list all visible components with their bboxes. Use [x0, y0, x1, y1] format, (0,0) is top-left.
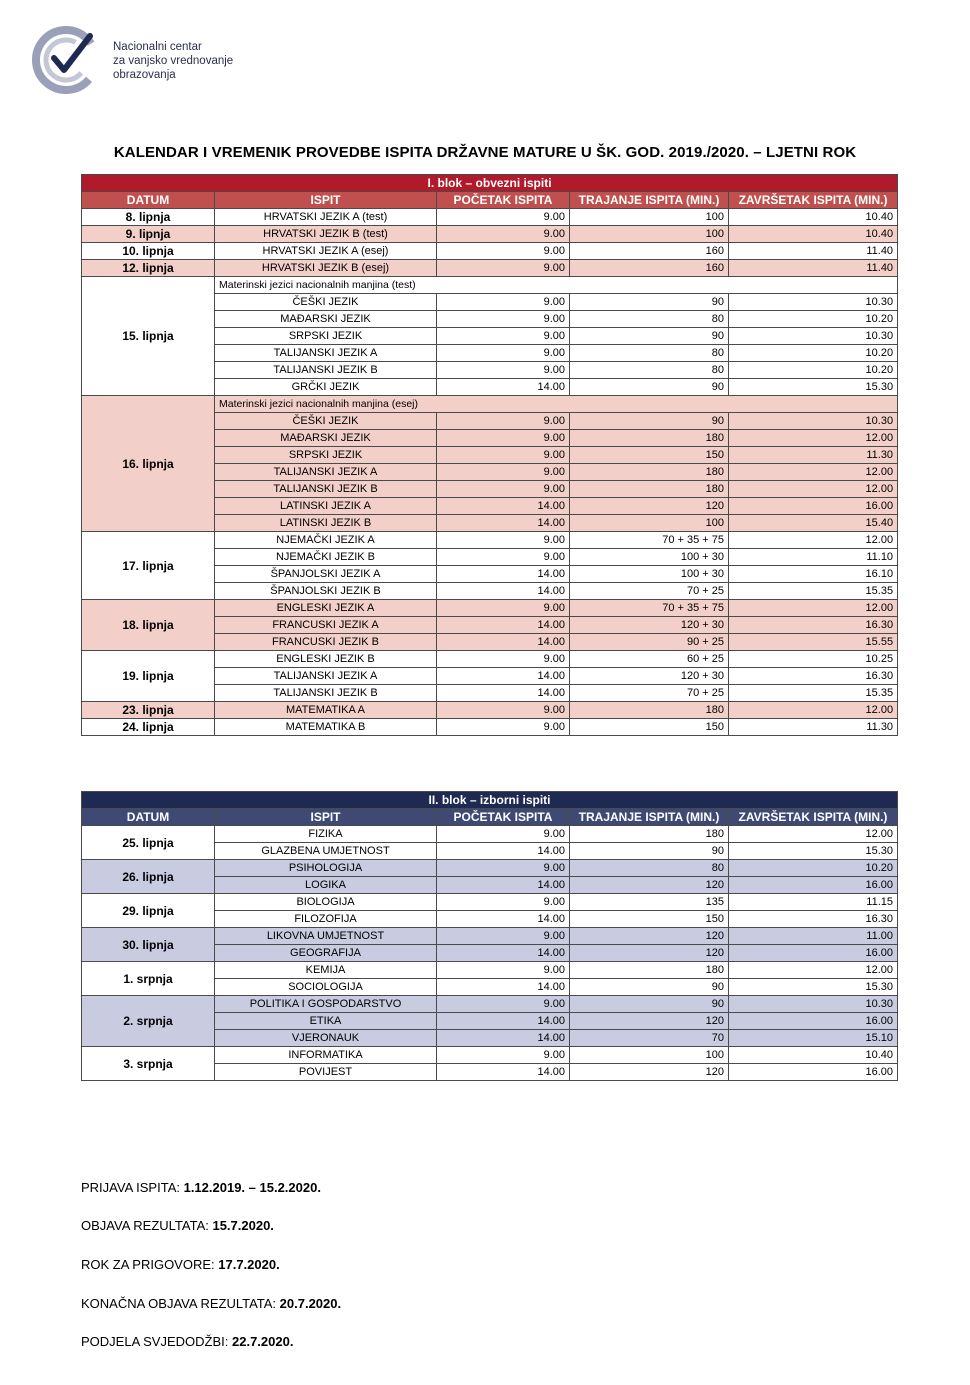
start-cell: 9.00 — [437, 311, 570, 328]
exam-cell: FILOZOFIJA — [215, 911, 437, 928]
table-row — [82, 826, 898, 843]
column-header: ZAVRŠETAK ISPITA (MIN.) — [729, 809, 898, 826]
exam-cell: ČEŠKI JEZIK — [215, 294, 437, 311]
exam-cell: MATEMATIKA B — [215, 719, 437, 736]
column-header-row — [82, 192, 898, 209]
duration-cell: 60 + 25 — [570, 651, 729, 668]
start-cell: 9.00 — [437, 532, 570, 549]
start-cell: 9.00 — [437, 719, 570, 736]
duration-cell: 80 — [570, 362, 729, 379]
duration-cell: 135 — [570, 894, 729, 911]
subheading-cell: Materinski jezici nacionalnih manjina (test) — [215, 277, 898, 294]
exam-cell: POVIJEST — [215, 1064, 437, 1081]
exam-cell: VJERONAUK — [215, 1030, 437, 1047]
date-cell: 26. lipnja — [82, 860, 215, 894]
start-cell: 9.00 — [437, 464, 570, 481]
duration-cell: 120 + 30 — [570, 668, 729, 685]
exam-cell: LOGIKA — [215, 877, 437, 894]
footer-line — [81, 1257, 280, 1272]
date-cell: 16. lipnja — [82, 396, 215, 532]
start-cell: 14.00 — [437, 911, 570, 928]
footer-label: PODJELA SVJEDODŽBI: — [81, 1334, 232, 1349]
table-row — [82, 719, 898, 736]
exam-cell: POLITIKA I GOSPODARSTVO — [215, 996, 437, 1013]
start-cell: 9.00 — [437, 362, 570, 379]
table-row — [82, 209, 898, 226]
date-cell: 10. lipnja — [82, 243, 215, 260]
duration-cell: 180 — [570, 464, 729, 481]
end-cell: 11.40 — [729, 243, 898, 260]
end-cell: 11.00 — [729, 928, 898, 945]
start-cell: 9.00 — [437, 1047, 570, 1064]
start-cell: 9.00 — [437, 430, 570, 447]
block-title-row — [82, 792, 898, 809]
table-row — [82, 962, 898, 979]
end-cell: 11.30 — [729, 447, 898, 464]
footer-line — [81, 1180, 321, 1195]
exam-cell: FIZIKA — [215, 826, 437, 843]
end-cell: 10.40 — [729, 1047, 898, 1064]
end-cell: 10.30 — [729, 413, 898, 430]
end-cell: 15.30 — [729, 843, 898, 860]
duration-cell: 90 — [570, 979, 729, 996]
exam-cell: SRPSKI JEZIK — [215, 447, 437, 464]
table-row — [82, 996, 898, 1013]
exam-cell: ENGLESKI JEZIK B — [215, 651, 437, 668]
duration-cell: 120 — [570, 1013, 729, 1030]
end-cell: 15.30 — [729, 979, 898, 996]
date-cell: 29. lipnja — [82, 894, 215, 928]
column-header: TRAJANJE ISPITA (MIN.) — [570, 192, 729, 209]
end-cell: 10.40 — [729, 226, 898, 243]
exam-cell: GRČKI JEZIK — [215, 379, 437, 396]
duration-cell: 90 + 25 — [570, 634, 729, 651]
column-header: DATUM — [82, 809, 215, 826]
table-row — [82, 396, 898, 413]
end-cell: 12.00 — [729, 481, 898, 498]
table-row — [82, 277, 898, 294]
footer-label: KONAČNA OBJAVA REZULTATA: — [81, 1296, 280, 1311]
start-cell: 9.00 — [437, 702, 570, 719]
start-cell: 9.00 — [437, 894, 570, 911]
exam-cell: SRPSKI JEZIK — [215, 328, 437, 345]
duration-cell: 120 + 30 — [570, 617, 729, 634]
duration-cell: 120 — [570, 498, 729, 515]
duration-cell: 180 — [570, 481, 729, 498]
duration-cell: 80 — [570, 345, 729, 362]
exam-cell: FRANCUSKI JEZIK A — [215, 617, 437, 634]
duration-cell: 150 — [570, 447, 729, 464]
date-cell: 17. lipnja — [82, 532, 215, 600]
end-cell: 11.15 — [729, 894, 898, 911]
table-row — [82, 651, 898, 668]
table-row — [82, 226, 898, 243]
duration-cell: 90 — [570, 843, 729, 860]
start-cell: 14.00 — [437, 843, 570, 860]
duration-cell: 70 — [570, 1030, 729, 1047]
date-cell: 25. lipnja — [82, 826, 215, 860]
exam-cell: GLAZBENA UMJETNOST — [215, 843, 437, 860]
duration-cell: 100 — [570, 515, 729, 532]
block-title: II. blok – izborni ispiti — [82, 792, 898, 809]
start-cell: 14.00 — [437, 1030, 570, 1047]
logo-line: za vanjsko vrednovanje — [113, 55, 234, 67]
start-cell: 14.00 — [437, 668, 570, 685]
end-cell: 12.00 — [729, 962, 898, 979]
exam-cell: ŠPANJOLSKI JEZIK B — [215, 583, 437, 600]
column-header: POČETAK ISPITA — [437, 809, 570, 826]
duration-cell: 180 — [570, 962, 729, 979]
logo-text — [113, 40, 233, 82]
table-row — [82, 243, 898, 260]
duration-cell: 70 + 25 — [570, 583, 729, 600]
duration-cell: 180 — [570, 430, 729, 447]
exam-cell: TALIJANSKI JEZIK A — [215, 464, 437, 481]
start-cell: 9.00 — [437, 996, 570, 1013]
end-cell: 11.30 — [729, 719, 898, 736]
start-cell: 14.00 — [437, 617, 570, 634]
exam-cell: GEOGRAFIJA — [215, 945, 437, 962]
date-cell: 2. srpnja — [82, 996, 215, 1047]
block2-table — [81, 791, 898, 1081]
duration-cell: 120 — [570, 877, 729, 894]
start-cell: 9.00 — [437, 243, 570, 260]
end-cell: 11.40 — [729, 260, 898, 277]
start-cell: 14.00 — [437, 566, 570, 583]
start-cell: 14.00 — [437, 583, 570, 600]
start-cell: 14.00 — [437, 877, 570, 894]
start-cell: 9.00 — [437, 447, 570, 464]
end-cell: 10.20 — [729, 311, 898, 328]
footer-value: 17.7.2020. — [218, 1257, 280, 1272]
footer-label: OBJAVA REZULTATA: — [81, 1218, 213, 1233]
footer-label: PRIJAVA ISPITA: — [81, 1180, 184, 1195]
start-cell: 9.00 — [437, 481, 570, 498]
column-header: ISPIT — [215, 192, 437, 209]
end-cell: 10.40 — [729, 209, 898, 226]
logo-line: Nacionalni centar — [113, 41, 202, 53]
duration-cell: 70 + 35 + 75 — [570, 600, 729, 617]
table-row — [82, 894, 898, 911]
exam-cell: ČEŠKI JEZIK — [215, 413, 437, 430]
exam-cell: SOCIOLOGIJA — [215, 979, 437, 996]
ncvvo-logo — [28, 18, 258, 106]
table-row — [82, 702, 898, 719]
end-cell: 10.20 — [729, 860, 898, 877]
column-header: TRAJANJE ISPITA (MIN.) — [570, 809, 729, 826]
start-cell: 9.00 — [437, 413, 570, 430]
duration-cell: 80 — [570, 311, 729, 328]
end-cell: 12.00 — [729, 600, 898, 617]
start-cell: 9.00 — [437, 209, 570, 226]
exam-cell: HRVATSKI JEZIK B (test) — [215, 226, 437, 243]
date-cell: 9. lipnja — [82, 226, 215, 243]
exam-cell: FRANCUSKI JEZIK B — [215, 634, 437, 651]
duration-cell: 90 — [570, 413, 729, 430]
end-cell: 10.20 — [729, 362, 898, 379]
duration-cell: 160 — [570, 243, 729, 260]
exam-cell: TALIJANSKI JEZIK B — [215, 362, 437, 379]
start-cell: 9.00 — [437, 226, 570, 243]
duration-cell: 120 — [570, 1064, 729, 1081]
date-cell: 3. srpnja — [82, 1047, 215, 1081]
end-cell: 15.35 — [729, 583, 898, 600]
exam-cell: ETIKA — [215, 1013, 437, 1030]
exam-cell: KEMIJA — [215, 962, 437, 979]
start-cell: 9.00 — [437, 651, 570, 668]
duration-cell: 120 — [570, 945, 729, 962]
exam-cell: ENGLESKI JEZIK A — [215, 600, 437, 617]
duration-cell: 90 — [570, 328, 729, 345]
exam-cell: INFORMATIKA — [215, 1047, 437, 1064]
exam-cell: MATEMATIKA A — [215, 702, 437, 719]
duration-cell: 70 + 25 — [570, 685, 729, 702]
exam-cell: NJEMAČKI JEZIK B — [215, 549, 437, 566]
block1-table — [81, 174, 898, 736]
duration-cell: 90 — [570, 379, 729, 396]
duration-cell: 100 — [570, 226, 729, 243]
table-row — [82, 860, 898, 877]
date-cell: 8. lipnja — [82, 209, 215, 226]
end-cell: 16.30 — [729, 617, 898, 634]
table-row — [82, 928, 898, 945]
end-cell: 15.40 — [729, 515, 898, 532]
exam-cell: LATINSKI JEZIK A — [215, 498, 437, 515]
start-cell: 9.00 — [437, 860, 570, 877]
end-cell: 16.00 — [729, 1064, 898, 1081]
exam-cell: NJEMAČKI JEZIK A — [215, 532, 437, 549]
start-cell: 9.00 — [437, 928, 570, 945]
exam-cell: TALIJANSKI JEZIK A — [215, 345, 437, 362]
footer-value: 1.12.2019. – 15.2.2020. — [183, 1180, 321, 1195]
start-cell: 9.00 — [437, 962, 570, 979]
end-cell: 15.55 — [729, 634, 898, 651]
end-cell: 16.30 — [729, 911, 898, 928]
block-title: I. blok – obvezni ispiti — [82, 175, 898, 192]
duration-cell: 100 — [570, 209, 729, 226]
column-header-row — [82, 809, 898, 826]
column-header: POČETAK ISPITA — [437, 192, 570, 209]
footer-line — [81, 1218, 274, 1233]
end-cell: 12.00 — [729, 430, 898, 447]
end-cell: 10.30 — [729, 328, 898, 345]
footer-value: 20.7.2020. — [279, 1296, 342, 1311]
footer-value: 15.7.2020. — [212, 1218, 274, 1233]
date-cell: 19. lipnja — [82, 651, 215, 702]
start-cell: 14.00 — [437, 685, 570, 702]
start-cell: 14.00 — [437, 1064, 570, 1081]
column-header: ZAVRŠETAK ISPITA (MIN.) — [729, 192, 898, 209]
end-cell: 10.30 — [729, 996, 898, 1013]
exam-cell: MAĐARSKI JEZIK — [215, 430, 437, 447]
exam-cell: HRVATSKI JEZIK A (test) — [215, 209, 437, 226]
footer-label: ROK ZA PRIGOVORE: — [81, 1257, 219, 1272]
table-row — [82, 600, 898, 617]
exam-cell: TALIJANSKI JEZIK B — [215, 685, 437, 702]
subheading-cell: Materinski jezici nacionalnih manjina (esej) — [215, 396, 898, 413]
end-cell: 16.00 — [729, 1013, 898, 1030]
duration-cell: 80 — [570, 860, 729, 877]
end-cell: 12.00 — [729, 464, 898, 481]
date-cell: 24. lipnja — [82, 719, 215, 736]
duration-cell: 70 + 35 + 75 — [570, 532, 729, 549]
start-cell: 14.00 — [437, 979, 570, 996]
end-cell: 10.25 — [729, 651, 898, 668]
end-cell: 16.10 — [729, 566, 898, 583]
start-cell: 14.00 — [437, 498, 570, 515]
exam-cell: ŠPANJOLSKI JEZIK A — [215, 566, 437, 583]
exam-cell: LIKOVNA UMJETNOST — [215, 928, 437, 945]
exam-cell: MAĐARSKI JEZIK — [215, 311, 437, 328]
exam-cell: HRVATSKI JEZIK A (esej) — [215, 243, 437, 260]
date-cell: 1. srpnja — [82, 962, 215, 996]
duration-cell: 90 — [570, 996, 729, 1013]
start-cell: 14.00 — [437, 1013, 570, 1030]
exam-cell: LATINSKI JEZIK B — [215, 515, 437, 532]
column-header: ISPIT — [215, 809, 437, 826]
exam-cell: BIOLOGIJA — [215, 894, 437, 911]
start-cell: 9.00 — [437, 345, 570, 362]
start-cell: 9.00 — [437, 328, 570, 345]
exam-cell: PSIHOLOGIJA — [215, 860, 437, 877]
date-cell: 30. lipnja — [82, 928, 215, 962]
start-cell: 9.00 — [437, 826, 570, 843]
end-cell: 16.00 — [729, 945, 898, 962]
duration-cell: 160 — [570, 260, 729, 277]
start-cell: 9.00 — [437, 549, 570, 566]
table-row — [82, 532, 898, 549]
start-cell: 9.00 — [437, 294, 570, 311]
duration-cell: 100 + 30 — [570, 549, 729, 566]
start-cell: 9.00 — [437, 600, 570, 617]
ncvvo-logo-icon — [28, 18, 108, 98]
duration-cell: 180 — [570, 702, 729, 719]
start-cell: 14.00 — [437, 945, 570, 962]
column-header: DATUM — [82, 192, 215, 209]
end-cell: 10.30 — [729, 294, 898, 311]
logo-line: obrazovanja — [113, 69, 176, 81]
end-cell: 15.30 — [729, 379, 898, 396]
duration-cell: 100 + 30 — [570, 566, 729, 583]
end-cell: 15.10 — [729, 1030, 898, 1047]
footer-line — [81, 1334, 293, 1349]
end-cell: 16.30 — [729, 668, 898, 685]
duration-cell: 120 — [570, 928, 729, 945]
start-cell: 14.00 — [437, 634, 570, 651]
start-cell: 14.00 — [437, 515, 570, 532]
end-cell: 10.20 — [729, 345, 898, 362]
footer-value: 22.7.2020. — [232, 1334, 294, 1349]
block-title-row — [82, 175, 898, 192]
end-cell: 12.00 — [729, 826, 898, 843]
duration-cell: 180 — [570, 826, 729, 843]
end-cell: 11.10 — [729, 549, 898, 566]
duration-cell: 90 — [570, 294, 729, 311]
table-row — [82, 1047, 898, 1064]
duration-cell: 150 — [570, 719, 729, 736]
end-cell: 16.00 — [729, 877, 898, 894]
duration-cell: 100 — [570, 1047, 729, 1064]
date-cell: 12. lipnja — [82, 260, 215, 277]
date-cell: 23. lipnja — [82, 702, 215, 719]
date-cell: 18. lipnja — [82, 600, 215, 651]
exam-cell: HRVATSKI JEZIK B (esej) — [215, 260, 437, 277]
start-cell: 9.00 — [437, 260, 570, 277]
page-title: KALENDAR I VREMENIK PROVEDBE ISPITA DRŽAVNE MATURE U ŠK. GOD. 2019./2020. – LJETNI ROK — [113, 144, 857, 161]
exam-cell: TALIJANSKI JEZIK B — [215, 481, 437, 498]
end-cell: 15.35 — [729, 685, 898, 702]
start-cell: 14.00 — [437, 379, 570, 396]
footer-line — [81, 1296, 341, 1311]
table-row — [82, 260, 898, 277]
date-cell: 15. lipnja — [82, 277, 215, 396]
end-cell: 12.00 — [729, 532, 898, 549]
end-cell: 16.00 — [729, 498, 898, 515]
duration-cell: 150 — [570, 911, 729, 928]
end-cell: 12.00 — [729, 702, 898, 719]
exam-cell: TALIJANSKI JEZIK A — [215, 668, 437, 685]
